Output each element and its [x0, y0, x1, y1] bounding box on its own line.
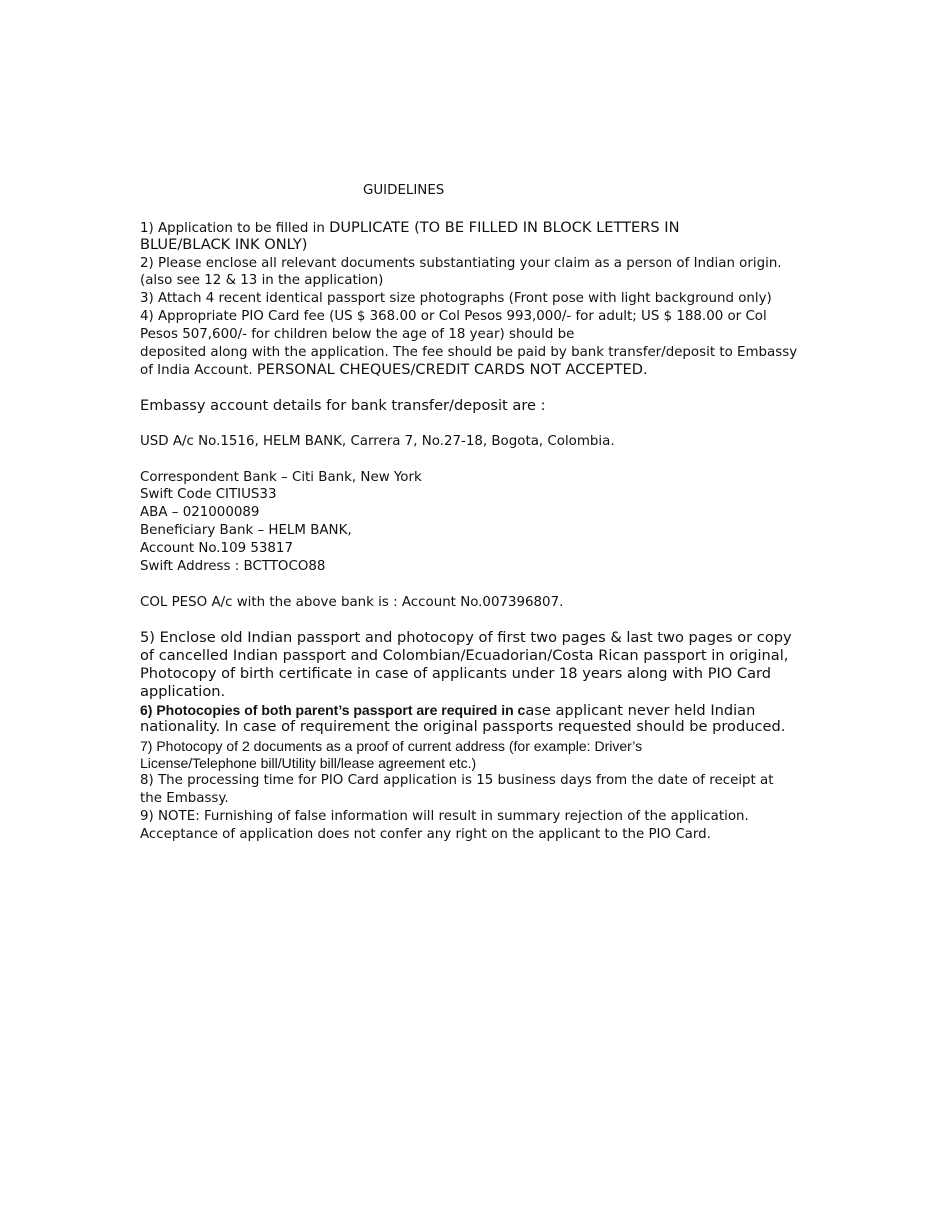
correspondent-bank: Correspondent Bank – Citi Bank, New York — [140, 470, 422, 485]
item6-text-b: ase applicant never held Indian — [525, 702, 756, 719]
item1-text-b: DUPLICATE (TO BE FILLED IN BLOCK LETTERS IN — [329, 219, 680, 236]
item4-text-a: of India Account. — [140, 363, 257, 378]
item7-line2: License/Telephone bill/Utility bill/lease agreement etc.) — [140, 755, 477, 771]
bank-heading: Embassy account details for bank transfer/deposit are : — [140, 397, 546, 414]
item4-line1: 4) Appropriate PIO Card fee (US $ 368.00 or Col Pesos 993,000/- for adult; US $ 188.00 or Col — [140, 309, 767, 324]
swift-address: Swift Address : BCTTOCO88 — [140, 559, 326, 574]
item3-line1: 3) Attach 4 recent identical passport size photographs (Front pose with light background only) — [140, 291, 772, 306]
item8-line1: 8) The processing time for PIO Card application is 15 business days from the date of receipt at — [140, 773, 774, 788]
item2-line1: 2) Please enclose all relevant documents substantiating your claim as a person of Indian origin. — [140, 256, 782, 271]
item8-line2: the Embassy. — [140, 791, 229, 806]
account-number: Account No.109 53817 — [140, 541, 293, 556]
item9-line1: 9) NOTE: Furnishing of false information will result in summary rejection of the application. — [140, 809, 749, 824]
item5-line2: of cancelled Indian passport and Colombian/Ecuadorian/Costa Rican passport in original, — [140, 647, 789, 664]
item6-text-a: 6) Photocopies of both parent’s passport are required in c — [140, 702, 526, 718]
item1-text-a: 1) Application to be filled in — [140, 221, 330, 236]
item4-line2: Pesos 507,600/- for children below the age of 18 year) should be — [140, 327, 575, 342]
swift-code: Swift Code CITIUS33 — [140, 487, 277, 502]
item1-line2: BLUE/BLACK INK ONLY) — [140, 236, 308, 253]
item4-line3: deposited along with the application. The fee should be paid by bank transfer/deposit to Embassy — [140, 345, 798, 360]
item5-line4: application. — [140, 683, 226, 700]
item6-line2: nationality. In case of requirement the original passports requested should be produced. — [140, 718, 786, 735]
item4-text-b: PERSONAL CHEQUES/CREDIT CARDS NOT ACCEPTED. — [256, 361, 648, 378]
usd-account: USD A/c No.1516, HELM BANK, Carrera 7, No.27-18, Bogota, Colombia. — [140, 434, 615, 449]
aba-number: ABA – 021000089 — [140, 505, 260, 520]
item5-line1: 5) Enclose old Indian passport and photocopy of first two pages & last two pages or copy — [140, 629, 792, 646]
beneficiary-bank: Beneficiary Bank – HELM BANK, — [140, 523, 352, 538]
item5-line3: Photocopy of birth certificate in case of applicants under 18 years along with PIO Card — [140, 665, 772, 682]
item9-line2: Acceptance of application does not confer any right on the applicant to the PIO Card. — [140, 827, 711, 842]
item2-line2: (also see 12 & 13 in the application) — [140, 273, 384, 288]
page-title: GUIDELINES — [363, 183, 445, 198]
item7-line1: 7) Photocopy of 2 documents as a proof of current address (for example: Driver’s — [140, 738, 643, 754]
item4-line4 — [140, 361, 648, 380]
col-peso-account: COL PESO A/c with the above bank is : Account No.007396807. — [140, 595, 564, 610]
